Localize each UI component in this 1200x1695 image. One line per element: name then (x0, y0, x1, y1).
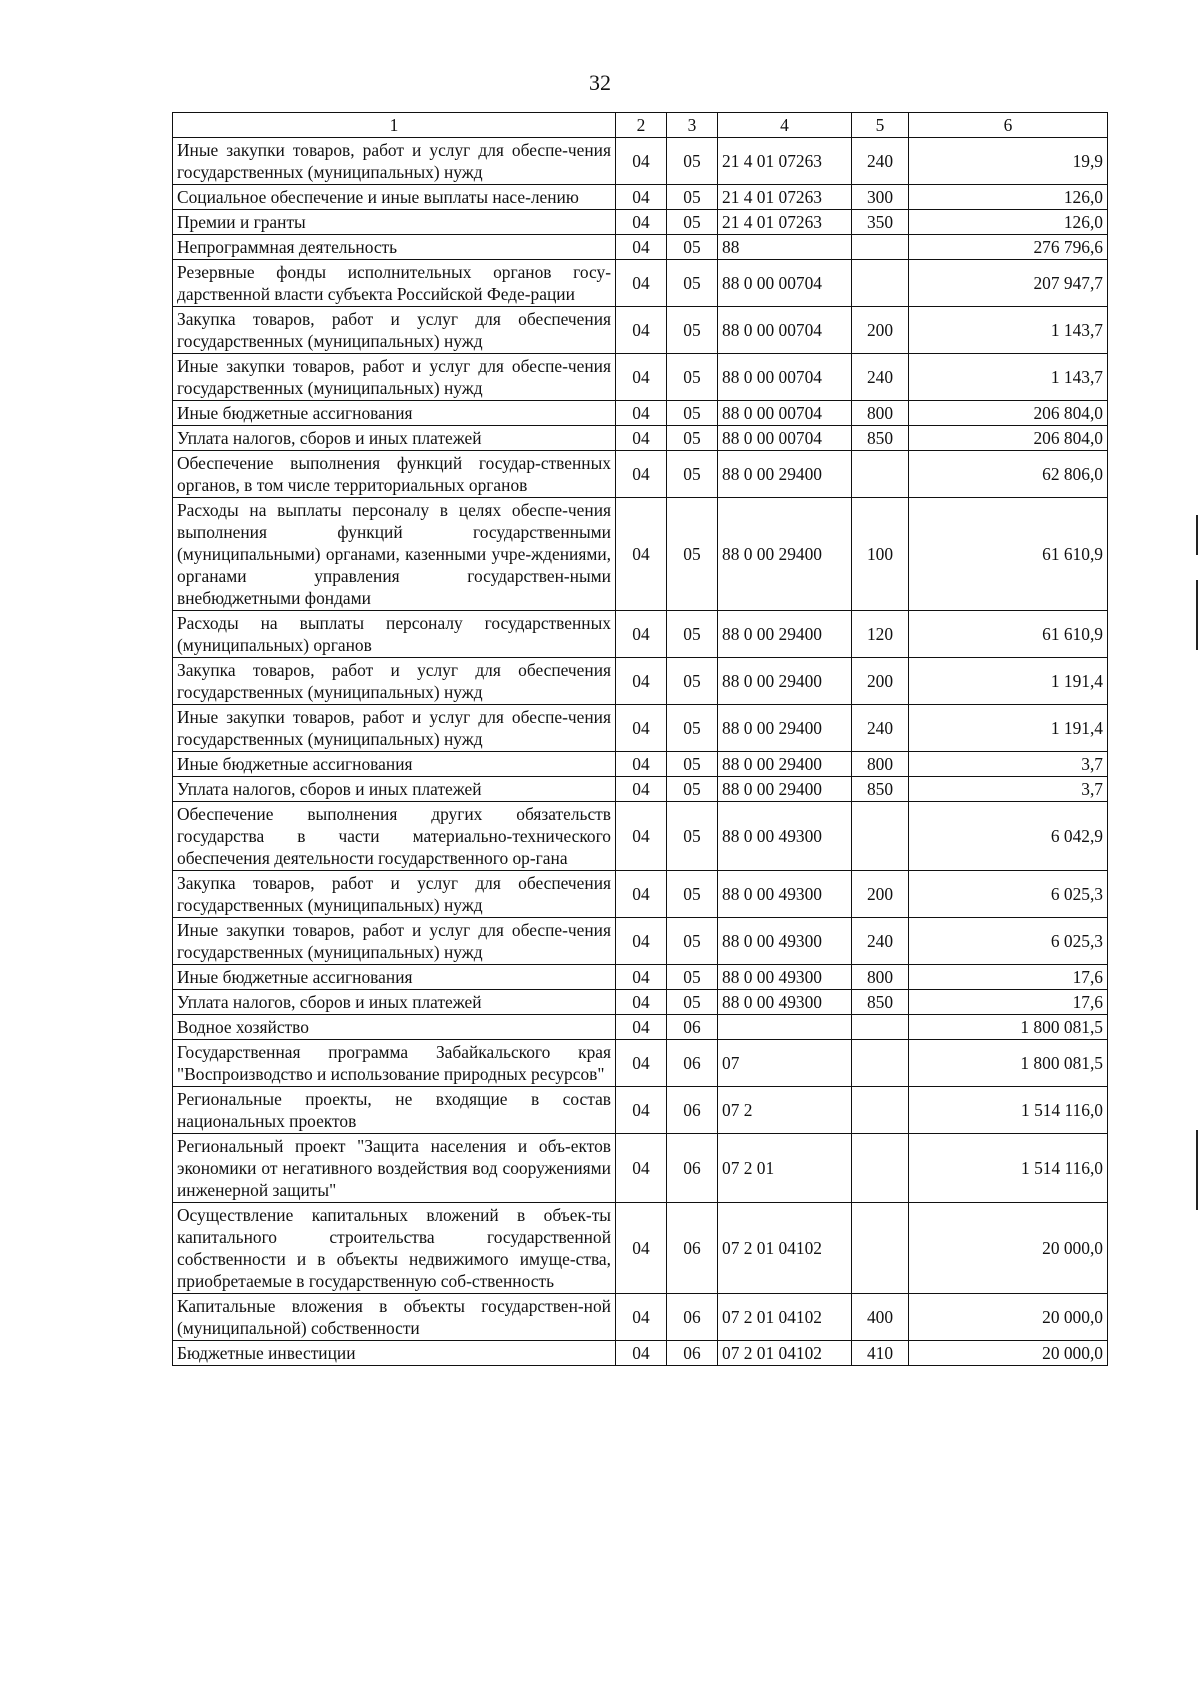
row-expense-type: 800 (852, 752, 909, 777)
header-col-4: 4 (718, 113, 852, 138)
row-target-article: 88 0 00 00704 (718, 260, 852, 307)
row-section: 04 (616, 752, 667, 777)
row-target-article: 88 0 00 00704 (718, 401, 852, 426)
table-row (173, 185, 1108, 210)
header-col-6: 6 (909, 113, 1108, 138)
row-subsection: 05 (667, 138, 718, 185)
row-target-article: 88 0 00 29400 (718, 611, 852, 658)
row-name: Иные закупки товаров, работ и услуг для обеспе-чения государственных (муниципальных) нужд (173, 138, 616, 185)
row-name: Региональные проекты, не входящие в состав национальных проектов (173, 1087, 616, 1134)
row-name: Социальное обеспечение и иные выплаты насе-лению (173, 185, 616, 210)
row-expense-type: 100 (852, 498, 909, 611)
row-name: Обеспечение выполнения функций государ-ственных органов, в том числе территориальных органов (173, 451, 616, 498)
row-amount: 206 804,0 (909, 401, 1108, 426)
table-row (173, 1134, 1108, 1203)
row-expense-type: 350 (852, 210, 909, 235)
row-target-article: 07 2 (718, 1087, 852, 1134)
row-section: 04 (616, 777, 667, 802)
row-name: Закупка товаров, работ и услуг для обеспечения государственных (муниципальных) нужд (173, 658, 616, 705)
header-col-5: 5 (852, 113, 909, 138)
row-subsection: 05 (667, 307, 718, 354)
row-name: Региональный проект "Защита населения и объ-ектов экономики от негативного воздействия вод сооружениями инженерной защиты" (173, 1134, 616, 1203)
row-section: 04 (616, 498, 667, 611)
row-target-article: 88 0 00 29400 (718, 658, 852, 705)
row-subsection: 05 (667, 611, 718, 658)
row-expense-type: 240 (852, 918, 909, 965)
header-col-1: 1 (173, 113, 616, 138)
row-target-article: 88 0 00 49300 (718, 802, 852, 871)
row-section: 04 (616, 1015, 667, 1040)
row-subsection: 06 (667, 1134, 718, 1203)
row-expense-type: 120 (852, 611, 909, 658)
row-expense-type: 850 (852, 990, 909, 1015)
row-expense-type: 410 (852, 1341, 909, 1366)
row-amount: 62 806,0 (909, 451, 1108, 498)
row-name: Иные бюджетные ассигнования (173, 752, 616, 777)
table-row (173, 498, 1108, 611)
row-name: Уплата налогов, сборов и иных платежей (173, 990, 616, 1015)
row-target-article (718, 1015, 852, 1040)
row-amount: 3,7 (909, 777, 1108, 802)
row-target-article: 88 0 00 00704 (718, 307, 852, 354)
row-expense-type (852, 1203, 909, 1294)
row-amount: 126,0 (909, 210, 1108, 235)
row-name: Резервные фонды исполнительных органов госу-дарственной власти субъекта Российской Феде-рации (173, 260, 616, 307)
table-row (173, 752, 1108, 777)
row-amount: 20 000,0 (909, 1203, 1108, 1294)
row-name: Иные закупки товаров, работ и услуг для обеспе-чения государственных (муниципальных) нужд (173, 354, 616, 401)
row-amount: 19,9 (909, 138, 1108, 185)
row-subsection: 06 (667, 1087, 718, 1134)
row-amount: 61 610,9 (909, 611, 1108, 658)
row-subsection: 05 (667, 354, 718, 401)
row-target-article: 07 2 01 (718, 1134, 852, 1203)
row-name: Непрограммная деятельность (173, 235, 616, 260)
row-target-article: 07 2 01 04102 (718, 1203, 852, 1294)
row-section: 04 (616, 210, 667, 235)
row-section: 04 (616, 1203, 667, 1294)
row-subsection: 06 (667, 1203, 718, 1294)
table-row (173, 354, 1108, 401)
header-row (173, 113, 1108, 138)
row-target-article: 88 0 00 29400 (718, 752, 852, 777)
scan-edge-mark (1196, 515, 1198, 555)
row-target-article: 88 0 00 29400 (718, 705, 852, 752)
row-target-article: 88 0 00 00704 (718, 354, 852, 401)
row-expense-type: 300 (852, 185, 909, 210)
table-row (173, 658, 1108, 705)
row-target-article: 21 4 01 07263 (718, 138, 852, 185)
row-subsection: 05 (667, 426, 718, 451)
row-amount: 6 025,3 (909, 871, 1108, 918)
table-row (173, 1015, 1108, 1040)
row-name: Премии и гранты (173, 210, 616, 235)
budget-table (172, 112, 1108, 1366)
row-target-article: 07 2 01 04102 (718, 1294, 852, 1341)
row-section: 04 (616, 1134, 667, 1203)
row-expense-type (852, 235, 909, 260)
row-subsection: 05 (667, 185, 718, 210)
table-row (173, 965, 1108, 990)
row-amount: 1 514 116,0 (909, 1087, 1108, 1134)
row-expense-type: 850 (852, 777, 909, 802)
scan-edge-mark (1196, 1130, 1198, 1210)
row-subsection: 05 (667, 871, 718, 918)
row-amount: 6 042,9 (909, 802, 1108, 871)
row-target-article: 88 0 00 29400 (718, 498, 852, 611)
table-row (173, 1087, 1108, 1134)
row-name: Государственная программа Забайкальского края "Воспроизводство и использование природных ресурсов" (173, 1040, 616, 1087)
table-row (173, 426, 1108, 451)
table-row (173, 1040, 1108, 1087)
row-amount: 3,7 (909, 752, 1108, 777)
row-target-article: 88 0 00 49300 (718, 990, 852, 1015)
row-name: Водное хозяйство (173, 1015, 616, 1040)
row-section: 04 (616, 611, 667, 658)
row-expense-type (852, 260, 909, 307)
table-row (173, 918, 1108, 965)
row-subsection: 06 (667, 1294, 718, 1341)
row-subsection: 05 (667, 918, 718, 965)
row-amount: 1 191,4 (909, 705, 1108, 752)
row-expense-type (852, 1134, 909, 1203)
row-name: Иные бюджетные ассигнования (173, 965, 616, 990)
row-subsection: 05 (667, 990, 718, 1015)
table-row (173, 611, 1108, 658)
row-expense-type: 850 (852, 426, 909, 451)
row-amount: 1 514 116,0 (909, 1134, 1108, 1203)
row-subsection: 06 (667, 1341, 718, 1366)
row-section: 04 (616, 426, 667, 451)
row-name: Капитальные вложения в объекты государствен-ной (муниципальной) собственности (173, 1294, 616, 1341)
row-amount: 17,6 (909, 990, 1108, 1015)
table-row (173, 401, 1108, 426)
row-expense-type (852, 1015, 909, 1040)
row-subsection: 05 (667, 401, 718, 426)
row-expense-type: 200 (852, 658, 909, 705)
table-row (173, 871, 1108, 918)
row-section: 04 (616, 260, 667, 307)
row-section: 04 (616, 918, 667, 965)
row-subsection: 06 (667, 1040, 718, 1087)
row-expense-type: 240 (852, 354, 909, 401)
row-subsection: 05 (667, 260, 718, 307)
row-section: 04 (616, 401, 667, 426)
row-section: 04 (616, 1341, 667, 1366)
table-row (173, 1203, 1108, 1294)
row-name: Иные закупки товаров, работ и услуг для обеспе-чения государственных (муниципальных) нужд (173, 705, 616, 752)
row-subsection: 05 (667, 752, 718, 777)
row-expense-type (852, 1087, 909, 1134)
row-subsection: 05 (667, 802, 718, 871)
row-target-article: 07 2 01 04102 (718, 1341, 852, 1366)
row-name: Уплата налогов, сборов и иных платежей (173, 777, 616, 802)
header-col-2: 2 (616, 113, 667, 138)
row-expense-type (852, 802, 909, 871)
row-name: Иные бюджетные ассигнования (173, 401, 616, 426)
row-amount: 1 800 081,5 (909, 1015, 1108, 1040)
row-amount: 1 800 081,5 (909, 1040, 1108, 1087)
row-expense-type: 400 (852, 1294, 909, 1341)
row-expense-type (852, 451, 909, 498)
row-target-article: 88 (718, 235, 852, 260)
row-amount: 20 000,0 (909, 1294, 1108, 1341)
row-section: 04 (616, 1294, 667, 1341)
row-target-article: 88 0 00 49300 (718, 871, 852, 918)
row-amount: 61 610,9 (909, 498, 1108, 611)
row-subsection: 05 (667, 777, 718, 802)
row-section: 04 (616, 990, 667, 1015)
row-expense-type: 240 (852, 138, 909, 185)
row-subsection: 05 (667, 705, 718, 752)
row-amount: 20 000,0 (909, 1341, 1108, 1366)
row-amount: 1 143,7 (909, 354, 1108, 401)
row-expense-type (852, 1040, 909, 1087)
row-target-article: 21 4 01 07263 (718, 210, 852, 235)
table-row (173, 1341, 1108, 1366)
row-name: Бюджетные инвестиции (173, 1341, 616, 1366)
row-subsection: 06 (667, 1015, 718, 1040)
page-number: 32 (589, 70, 611, 95)
row-target-article: 21 4 01 07263 (718, 185, 852, 210)
row-section: 04 (616, 138, 667, 185)
row-amount: 6 025,3 (909, 918, 1108, 965)
row-section: 04 (616, 705, 667, 752)
row-section: 04 (616, 1040, 667, 1087)
row-expense-type: 800 (852, 401, 909, 426)
row-section: 04 (616, 354, 667, 401)
table-row (173, 138, 1108, 185)
table-row (173, 1294, 1108, 1341)
row-section: 04 (616, 802, 667, 871)
row-name: Иные закупки товаров, работ и услуг для обеспе-чения государственных (муниципальных) нужд (173, 918, 616, 965)
row-amount: 206 804,0 (909, 426, 1108, 451)
row-amount: 276 796,6 (909, 235, 1108, 260)
row-section: 04 (616, 185, 667, 210)
row-section: 04 (616, 1087, 667, 1134)
row-target-article: 88 0 00 00704 (718, 426, 852, 451)
row-name: Закупка товаров, работ и услуг для обеспечения государственных (муниципальных) нужд (173, 871, 616, 918)
scan-edge-mark (1196, 580, 1198, 650)
row-section: 04 (616, 235, 667, 260)
row-amount: 126,0 (909, 185, 1108, 210)
table-row (173, 705, 1108, 752)
table-row (173, 210, 1108, 235)
row-name: Закупка товаров, работ и услуг для обеспечения государственных (муниципальных) нужд (173, 307, 616, 354)
row-expense-type: 240 (852, 705, 909, 752)
row-section: 04 (616, 965, 667, 990)
table-row (173, 802, 1108, 871)
row-subsection: 05 (667, 658, 718, 705)
table-row (173, 451, 1108, 498)
row-name: Расходы на выплаты персоналу в целях обеспе-чения выполнения функций государственными (муниципальными) органами, казенными учре-ждениями, органами управления государствен-ными внебюджетными фондами (173, 498, 616, 611)
table-row (173, 990, 1108, 1015)
table-row (173, 260, 1108, 307)
row-expense-type: 200 (852, 307, 909, 354)
row-name: Расходы на выплаты персоналу государственных (муниципальных) органов (173, 611, 616, 658)
row-section: 04 (616, 658, 667, 705)
row-target-article: 88 0 00 29400 (718, 777, 852, 802)
row-expense-type: 200 (852, 871, 909, 918)
row-amount: 1 191,4 (909, 658, 1108, 705)
row-name: Уплата налогов, сборов и иных платежей (173, 426, 616, 451)
table-row (173, 777, 1108, 802)
row-subsection: 05 (667, 498, 718, 611)
row-expense-type: 800 (852, 965, 909, 990)
row-subsection: 05 (667, 451, 718, 498)
row-subsection: 05 (667, 965, 718, 990)
row-section: 04 (616, 307, 667, 354)
row-section: 04 (616, 871, 667, 918)
row-amount: 17,6 (909, 965, 1108, 990)
row-amount: 1 143,7 (909, 307, 1108, 354)
row-name: Осуществление капитальных вложений в объек-ты капитального строительства государственной собственности и в объекты недвижимого имуще-ства, приобретаемые в государственную соб-ственность (173, 1203, 616, 1294)
row-section: 04 (616, 451, 667, 498)
row-target-article: 88 0 00 29400 (718, 451, 852, 498)
row-subsection: 05 (667, 210, 718, 235)
row-amount: 207 947,7 (909, 260, 1108, 307)
row-name: Обеспечение выполнения других обязательств государства в части материально-технического обеспечения деятельности государственного ор-гана (173, 802, 616, 871)
table-row (173, 307, 1108, 354)
row-target-article: 07 (718, 1040, 852, 1087)
row-subsection: 05 (667, 235, 718, 260)
table-row (173, 235, 1108, 260)
row-target-article: 88 0 00 49300 (718, 918, 852, 965)
row-target-article: 88 0 00 49300 (718, 965, 852, 990)
header-col-3: 3 (667, 113, 718, 138)
